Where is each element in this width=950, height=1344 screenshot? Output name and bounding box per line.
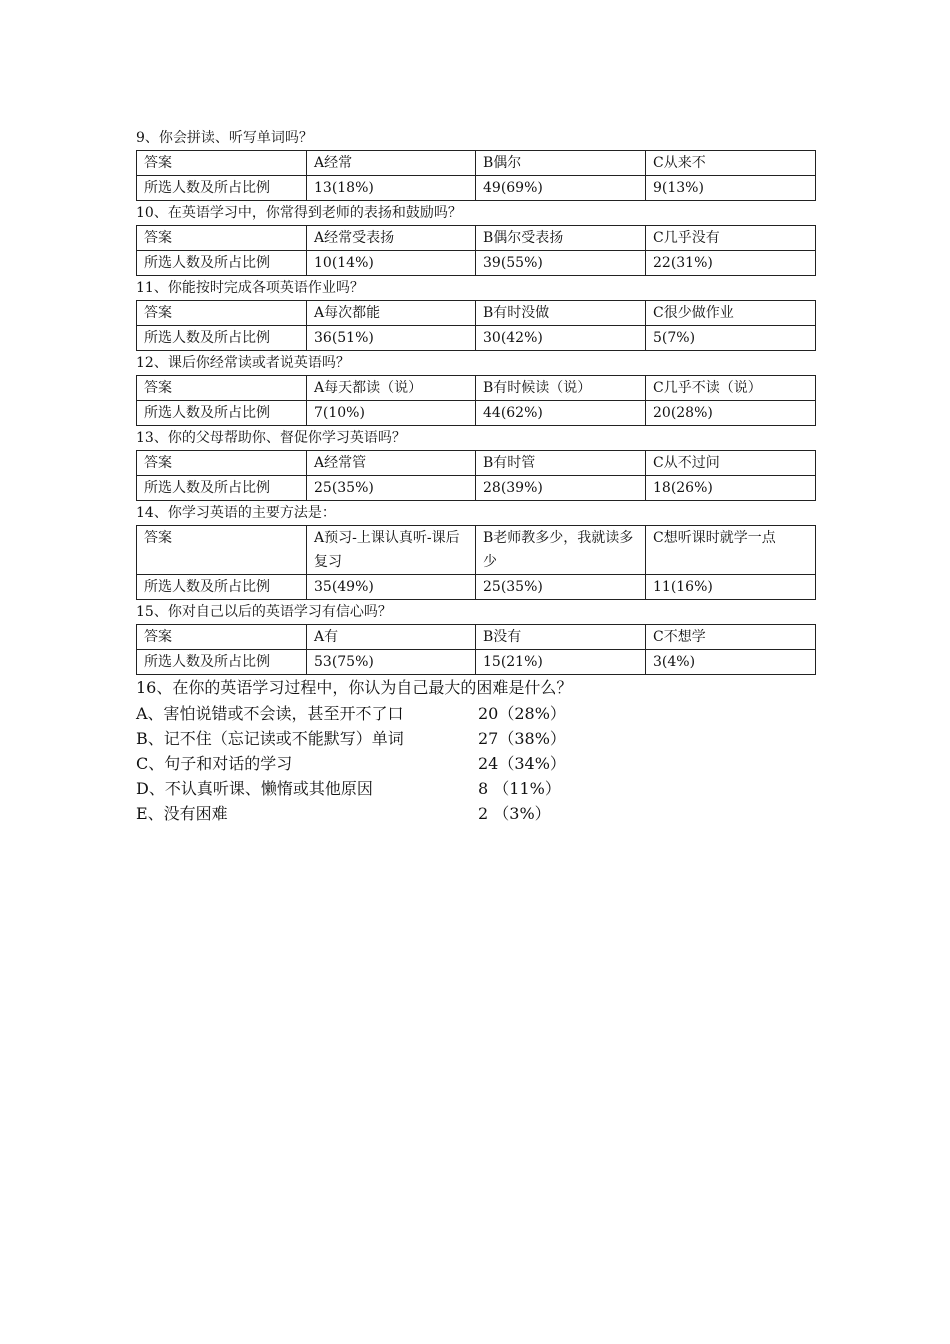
option-a: A每次都能	[307, 301, 476, 326]
count-b: 49(69%)	[476, 176, 646, 201]
survey-results	[136, 126, 816, 826]
q16-count: 20（28%）	[478, 704, 566, 723]
question-title: 15、你对自己以后的英语学习有信心吗？	[136, 604, 392, 620]
question-16-title: 16、在你的英语学习过程中，你认为自己最大的困难是什么？	[136, 678, 573, 697]
option-a: A经常	[307, 151, 476, 176]
option-b: B偶尔受表扬	[476, 226, 646, 251]
count-row	[137, 575, 816, 600]
option-c: C不想学	[646, 625, 816, 650]
count-row	[137, 251, 816, 276]
answer-row	[137, 625, 816, 650]
question-table	[136, 375, 816, 426]
option-a: A预习-上课认真听-课后复习	[307, 526, 476, 575]
count-row	[137, 476, 816, 501]
count-a: 7(10%)	[307, 401, 476, 426]
option-b: B没有	[476, 625, 646, 650]
q16-count: 24（34%）	[478, 754, 566, 773]
count-row	[137, 401, 816, 426]
count-label: 所选人数及所占比例	[137, 401, 307, 426]
count-b: 15(21%)	[476, 650, 646, 675]
count-row	[137, 176, 816, 201]
count-a: 25(35%)	[307, 476, 476, 501]
question-table	[136, 225, 816, 276]
option-a: A每天都读（说）	[307, 376, 476, 401]
question-title: 14、你学习英语的主要方法是：	[136, 505, 336, 521]
count-c: 22(31%)	[646, 251, 816, 276]
option-a: A有	[307, 625, 476, 650]
q16-item	[136, 726, 816, 751]
q16-option: A、害怕说错或不会读，甚至开不了口	[136, 704, 404, 723]
q16-count: 8 （11%）	[478, 779, 561, 798]
count-label: 所选人数及所占比例	[137, 476, 307, 501]
count-c: 5(7%)	[646, 326, 816, 351]
count-a: 10(14%)	[307, 251, 476, 276]
answer-row	[137, 301, 816, 326]
answer-label: 答案	[137, 376, 307, 401]
option-b: B有时管	[476, 451, 646, 476]
count-a: 53(75%)	[307, 650, 476, 675]
option-b: B偶尔	[476, 151, 646, 176]
question-table	[136, 450, 816, 501]
count-label: 所选人数及所占比例	[137, 251, 307, 276]
count-c: 9(13%)	[646, 176, 816, 201]
count-row	[137, 650, 816, 675]
count-c: 20(28%)	[646, 401, 816, 426]
count-b: 25(35%)	[476, 575, 646, 600]
question-title: 13、你的父母帮助你、督促你学习英语吗？	[136, 430, 406, 446]
q16-item	[136, 701, 816, 726]
count-b: 28(39%)	[476, 476, 646, 501]
q16-item	[136, 801, 816, 826]
option-b: B有时没做	[476, 301, 646, 326]
q16-item	[136, 776, 816, 801]
answer-row	[137, 226, 816, 251]
answer-label: 答案	[137, 226, 307, 251]
question-table	[136, 624, 816, 675]
count-c: 18(26%)	[646, 476, 816, 501]
count-c: 11(16%)	[646, 575, 816, 600]
answer-row	[137, 151, 816, 176]
option-c: C很少做作业	[646, 301, 816, 326]
option-b: B老师教多少，我就读多少	[476, 526, 646, 575]
q16-count: 2 （3%）	[478, 804, 551, 823]
answer-label: 答案	[137, 526, 307, 575]
q16-option: C、句子和对话的学习	[136, 754, 293, 773]
count-b: 44(62%)	[476, 401, 646, 426]
q16-item	[136, 751, 816, 776]
option-b: B有时候读（说）	[476, 376, 646, 401]
count-label: 所选人数及所占比例	[137, 176, 307, 201]
answer-label: 答案	[137, 301, 307, 326]
option-c: C几乎没有	[646, 226, 816, 251]
count-a: 36(51%)	[307, 326, 476, 351]
count-label: 所选人数及所占比例	[137, 650, 307, 675]
count-label: 所选人数及所占比例	[137, 326, 307, 351]
question-title: 12、课后你经常读或者说英语吗？	[136, 355, 350, 371]
count-b: 39(55%)	[476, 251, 646, 276]
q16-count: 27（38%）	[478, 729, 566, 748]
question-title: 11、你能按时完成各项英语作业吗？	[136, 280, 364, 296]
answer-row	[137, 526, 816, 575]
question-title: 10、在英语学习中，你常得到老师的表扬和鼓励吗？	[136, 205, 462, 221]
question-table	[136, 150, 816, 201]
answer-label: 答案	[137, 451, 307, 476]
question-table	[136, 525, 816, 600]
question-table	[136, 300, 816, 351]
count-a: 13(18%)	[307, 176, 476, 201]
option-c: C从不过问	[646, 451, 816, 476]
option-c: C几乎不读（说）	[646, 376, 816, 401]
answer-row	[137, 376, 816, 401]
count-c: 3(4%)	[646, 650, 816, 675]
q16-option: D、不认真听课、懒惰或其他原因	[136, 779, 373, 798]
option-a: A经常受表扬	[307, 226, 476, 251]
q16-option: B、记不住（忘记读或不能默写）单词	[136, 729, 404, 748]
count-label: 所选人数及所占比例	[137, 575, 307, 600]
count-row	[137, 326, 816, 351]
answer-row	[137, 451, 816, 476]
option-c: C从来不	[646, 151, 816, 176]
answer-label: 答案	[137, 625, 307, 650]
option-c: C想听课时就学一点	[646, 526, 816, 575]
count-a: 35(49%)	[307, 575, 476, 600]
answer-label: 答案	[137, 151, 307, 176]
count-b: 30(42%)	[476, 326, 646, 351]
question-title: 9、你会拼读、听写单词吗？	[136, 130, 313, 146]
q16-option: E、没有困难	[136, 804, 228, 823]
option-a: A经常管	[307, 451, 476, 476]
